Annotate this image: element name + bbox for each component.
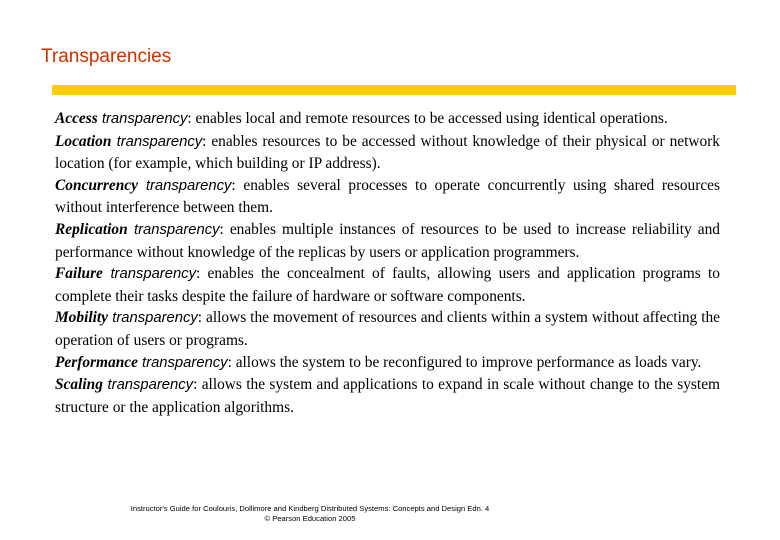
footer-copyright: © Pearson Education 2005 <box>264 514 356 523</box>
term-replication: Replication <box>55 220 128 238</box>
transparency-item-replication <box>55 219 720 263</box>
transparency-item-mobility <box>55 307 720 351</box>
description: : enables local and remote resources to be accessed using identical operations. <box>187 110 668 127</box>
kind-label: transparency <box>108 310 198 327</box>
transparency-list <box>55 108 720 418</box>
description: : enables multiple instances of resources to be used to increase reliability and performance without knowledge of the replicas by users or application programmers. <box>55 220 720 261</box>
term-concurrency: Concurrency <box>55 176 138 194</box>
slide-title: Transparencies <box>41 46 172 67</box>
transparency-item-failure <box>55 263 720 307</box>
transparency-item-performance <box>55 352 720 375</box>
term-scaling: Scaling <box>55 376 103 394</box>
term-failure: Failure <box>55 265 103 283</box>
footer-credit: Instructor's Guide for Coulouris, Dollimore and Kindberg Distributed Systems: Concepts and Design Edn. 4 <box>130 504 490 513</box>
slide-footer <box>0 504 620 524</box>
kind-label: transparency <box>137 177 232 194</box>
kind-label: transparency <box>111 133 203 150</box>
description: : allows the system to be reconfigured to improve performance as loads vary. <box>227 353 702 371</box>
description: : allows the movement of resources and clients within a system without affecting the operation of users or programs. <box>55 309 720 349</box>
kind-label: transparency <box>102 377 194 394</box>
title-rule <box>52 85 736 95</box>
term-access: Access <box>55 110 98 127</box>
kind-label: transparency <box>137 354 228 371</box>
transparency-item-scaling <box>55 374 720 418</box>
description: : enables the concealment of faults, allowing users and application programs to complete their tasks despite the failure of hardware or software components. <box>55 265 720 305</box>
description: : enables resources to be accessed without knowledge of their physical or network location (for example, which building or IP address). <box>55 132 720 173</box>
term-mobility: Mobility <box>55 309 109 327</box>
kind-label: transparency <box>127 221 220 238</box>
transparency-item-location <box>55 131 720 175</box>
transparency-item-concurrency <box>55 175 720 219</box>
description: : enables several processes to operate concurrently using shared resources without interference between them. <box>55 176 720 217</box>
description: : allows the system and applications to expand in scale without change to the system structure or the application algorithms. <box>55 376 721 416</box>
term-performance: Performance <box>55 353 138 371</box>
transparency-item-access <box>55 108 720 131</box>
term-location: Location <box>55 132 112 150</box>
kind-label: transparency <box>97 111 188 127</box>
kind-label: transparency <box>102 266 196 283</box>
